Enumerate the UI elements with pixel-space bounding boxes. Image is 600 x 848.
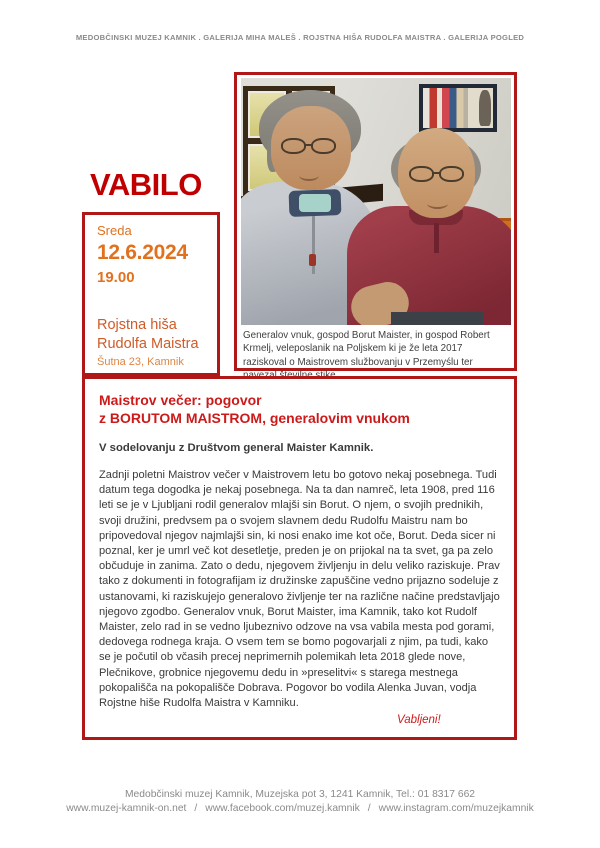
document-footer (0, 789, 600, 814)
photo-poster-figure (479, 90, 491, 126)
collaboration-note: V sodelovanju z Društvom general Maister Kamnik. (99, 442, 374, 454)
event-title (99, 391, 500, 427)
photo-person-right-glasses-bridge (432, 172, 441, 174)
photo-person-right-pants (391, 312, 483, 325)
closing-invitation: Vabljeni! (397, 714, 441, 727)
footer-links-line (0, 803, 600, 814)
photo-caption: Generalov vnuk, gospod Borut Maister, in gospod Robert Krmelj, veleposlanik na Poljskem ki je že leta 2017 raziskoval o Maistrovem službovanju v Przemyślu ter navezal številne stike. (243, 330, 490, 382)
museum-header-line: MEDOBČINSKI MUZEJ KAMNIK . GALERIJA MIHA MALEŠ . ROJSTNA HIŠA RUDOLFA MAISTRA . GALERIJA POGLED (75, 33, 525, 42)
photo-two-men (241, 78, 511, 325)
footer-link-website[interactable]: www.muzej-kamnik-on.net (66, 803, 187, 814)
event-date: 12.6.2024 (97, 241, 188, 264)
footer-address-line: Medobčinski muzej Kamnik, Muzejska pot 3, 1241 Kamnik, Tel.: 01 8317 662 (124, 789, 476, 800)
event-address: Šutna 23, Kamnik (97, 356, 184, 368)
event-venue-line2: Rudolfa Maistra (97, 336, 199, 352)
photo-person-left-smile (299, 170, 319, 181)
photo-person-left-shirt (299, 194, 331, 212)
main-text-box (82, 376, 517, 740)
photo-person-right-smile (427, 198, 448, 209)
footer-link-instagram[interactable]: www.instagram.com/muzejkamnik (378, 803, 534, 814)
event-time: 19.00 (97, 269, 135, 286)
photo-person-right-glasses (439, 166, 464, 182)
event-venue-line1: Rojstna hiša (97, 317, 177, 333)
photo-person-left-glasses-bridge (304, 144, 313, 146)
photo-person-left-glasses (311, 138, 336, 154)
photo-person-right-glasses (409, 166, 434, 182)
event-title-line2: z BORUTOM MAISTROM, generalovim vnukom (99, 410, 410, 426)
photo-person-right-placket (434, 223, 439, 253)
event-details-box (82, 212, 220, 376)
event-title-line1: Maistrov večer: pogovor (99, 392, 262, 408)
event-day: Sreda (97, 223, 132, 238)
photo-frame (234, 72, 517, 382)
footer-separator: / (367, 803, 371, 814)
photo-person-left-glasses (281, 138, 306, 154)
event-description: Zadnji poletni Maistrov večer v Maistrovem letu bo gotovo nekaj posebnega. Tudi datum tega dogodka je nekaj posebnega. Na ta dan namreč, leta 1908, pred 116 leti se je v Ljubljani rodil generalov mlajši sin Borut. O njem, o svojih prednikih, svoji družini, predvsem pa o svojem slavnem dedu Rudolfu Maistru nam bo pripovedoval njegov najmlajši sin, ki nosi enako ime kot oče, Borut. Deda sicer ni poznal, ker je umrl več kot desetletje, preden je on prijokal na ta svet, ga pa zelo občuduje in zanima. Zato o dedu, njegovem življenju in delu veliko raziskuje. Prav tako z dokumenti in fotografijam iz družinske zapuščine vedno prijazno sodeluje z ustanovami, ki raziskujejo generalovo življenje ter na različne načine predstavljajo njegovo zgodbo. Generalov vnuk, Borut Maister, ima Kamnik, tako kot Rudolf Maister, zelo rad in se vedno ljubeznivo odzove na vsa vabila mesta pod gorami, dedovega rodnega kraja. O vsem tem se bomo pogovarjali z njim, pa tudi, kako se je počutil ob včasih precej neprimernih polemikah leta 2018 glede nove, Plečnikove, grobnice njegovemu dedu in »preselitvi« s starega mestnega pokopališča na pokopališče Dobrava. Pogovor bo vodila Alenka Juvan, vodja Rojstne hiše Rudolfa Maistra v Kamniku. (99, 469, 500, 710)
footer-link-facebook[interactable]: www.facebook.com/muzej.kamnik (205, 803, 360, 814)
photo-person-left-zipper-pull (309, 254, 316, 266)
event-venue (97, 316, 211, 354)
footer-separator: / (194, 803, 198, 814)
invitation-title: VABILO (90, 167, 202, 202)
